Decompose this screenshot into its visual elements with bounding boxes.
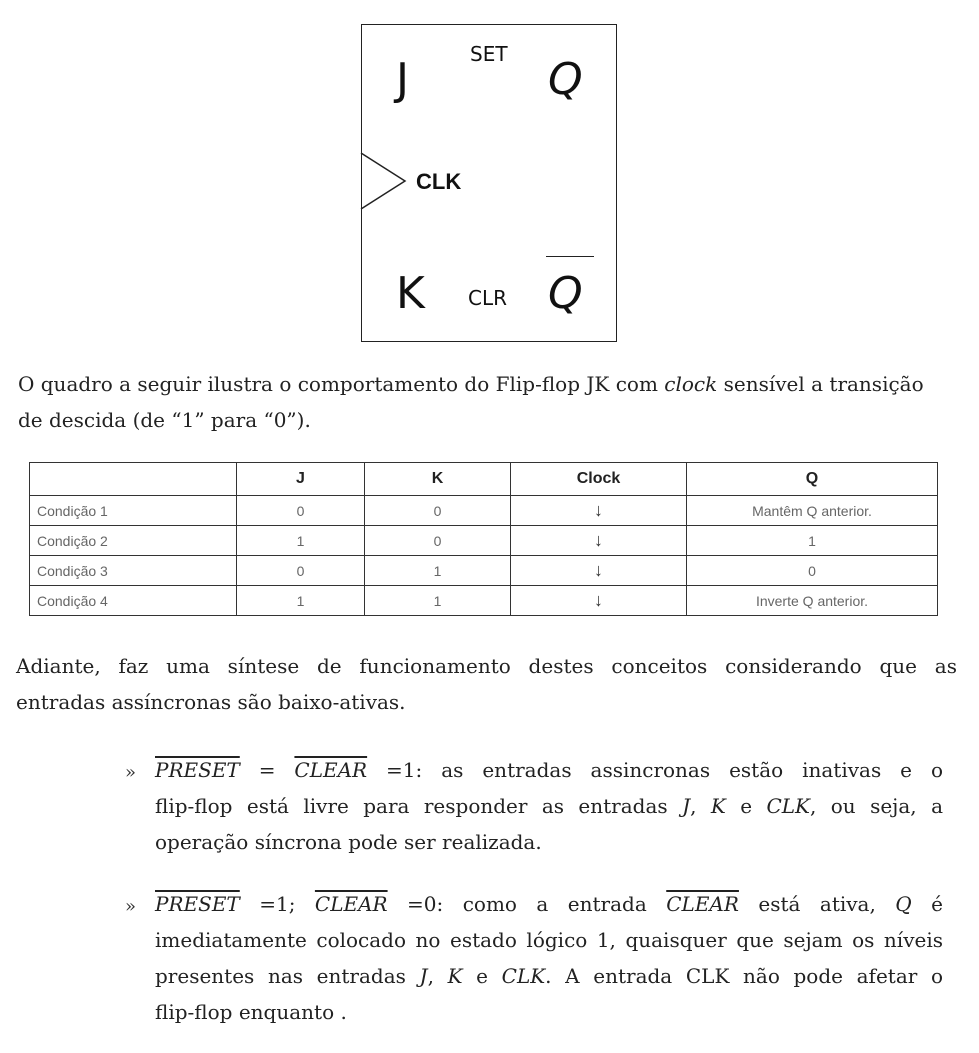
j-cell: 1 [237, 526, 365, 556]
clear-overline: CLEAR [314, 892, 388, 916]
bullet-2-line-3 [155, 958, 943, 994]
q-cell: 0 [687, 556, 938, 586]
table-row [30, 556, 938, 586]
comma: , [690, 794, 711, 818]
input-k: K [447, 964, 463, 988]
bullet-1-line-1 [155, 752, 943, 788]
bullet-1-text-3: , ou seja, a [810, 794, 943, 818]
preset-overline: PRESET [155, 758, 240, 782]
set-label: SET [470, 42, 508, 66]
synthesis-line-1: Adiante, faz uma síntese de funcionamento destes conceitos considerando que as [16, 654, 957, 678]
input-j-label: J [396, 54, 409, 105]
clock-cell: ↓ [511, 526, 687, 556]
input-k-label: K [396, 268, 425, 319]
jk-flip-flop-diagram [358, 22, 620, 346]
bullet-2-line-2: imediatamente colocado no estado lógico 1, quaisquer que sejam os níveis [155, 928, 943, 952]
table-row [30, 526, 938, 556]
bullet-1-text-2: flip-flop está livre para responder as entradas [155, 794, 683, 818]
bullet-2-text-6: . A entrada CLK não pode afetar o [545, 964, 943, 988]
table-header-cell [30, 463, 237, 496]
intro-text-1: O quadro a seguir ilustra o comportamento do Flip-flop JK com [18, 372, 665, 396]
input-clk: CLK [766, 794, 810, 818]
input-j: J [419, 964, 428, 988]
table-header-row [30, 463, 938, 496]
bullet-1-line-3: operação síncrona pode ser realizada. [155, 830, 542, 854]
input-k: K [710, 794, 726, 818]
bullet-2-text-1: =0: como a entrada [387, 892, 667, 916]
bullet-marker: » [125, 762, 137, 783]
output-q: Q [895, 892, 912, 916]
clr-label: CLR [468, 286, 508, 310]
bullet-item-2 [155, 886, 943, 1030]
k-cell: 0 [365, 526, 511, 556]
bullet-1-text-1: =1: as entradas assincronas estão inativas e o [367, 758, 943, 782]
conjunction: e [462, 964, 502, 988]
bullet-2-line-4: flip-flop enquanto . [155, 1000, 347, 1024]
clock-cell: ↓ [511, 496, 687, 526]
q-not-overbar [546, 256, 594, 257]
synthesis-line-2: entradas assíncronas são baixo-ativas. [16, 690, 406, 714]
synthesis-paragraph [16, 648, 957, 720]
output-q-not-label: Q [548, 268, 583, 319]
table-header-j: J [237, 463, 365, 496]
clk-label: CLK [416, 169, 462, 194]
q-cell: Inverte Q anterior. [687, 586, 938, 616]
preset-overline: PRESET [155, 892, 240, 916]
k-cell: 1 [365, 556, 511, 586]
conjunction: e [725, 794, 767, 818]
input-clk: CLK [501, 964, 546, 988]
condition-cell: Condição 2 [30, 526, 237, 556]
j-cell: 1 [237, 586, 365, 616]
bullet-2-text-0: =1; [239, 892, 315, 916]
k-cell: 0 [365, 496, 511, 526]
clock-input-triangle [358, 150, 408, 212]
table-header-clock: Clock [511, 463, 687, 496]
condition-cell: Condição 1 [30, 496, 237, 526]
output-q-label: Q [548, 54, 583, 105]
bullet-1-line-2 [155, 788, 943, 824]
q-cell: 1 [687, 526, 938, 556]
j-cell: 0 [237, 556, 365, 586]
clear-overline: CLEAR [294, 758, 368, 782]
input-j: J [682, 794, 691, 818]
k-cell: 1 [365, 586, 511, 616]
table-row [30, 496, 938, 526]
clock-cell: ↓ [511, 556, 687, 586]
bullet-2-text-2: está ativa, [738, 892, 896, 916]
bullet-item-1 [155, 752, 943, 860]
condition-cell: Condição 4 [30, 586, 237, 616]
bullet-2-text-5: presentes nas entradas [155, 964, 420, 988]
intro-text-3: de descida (de “1” para “0”). [18, 408, 311, 432]
bullet-2-text-3: é [911, 892, 943, 916]
bullet-marker: » [125, 896, 137, 917]
clear-overline: CLEAR [666, 892, 739, 916]
jk-truth-table [29, 462, 938, 616]
intro-paragraph [18, 366, 963, 438]
j-cell: 0 [237, 496, 365, 526]
clock-cell: ↓ [511, 586, 687, 616]
table-row [30, 586, 938, 616]
table-header-k: K [365, 463, 511, 496]
intro-clock-word: clock [664, 372, 718, 396]
q-cell: Mantêm Q anterior. [687, 496, 938, 526]
table-header-q: Q [687, 463, 938, 496]
condition-cell: Condição 3 [30, 556, 237, 586]
comma: , [427, 964, 448, 988]
intro-text-2: sensível a transição [717, 372, 924, 396]
bullet-2-line-1 [155, 886, 943, 922]
equals-sign: = [239, 758, 295, 782]
